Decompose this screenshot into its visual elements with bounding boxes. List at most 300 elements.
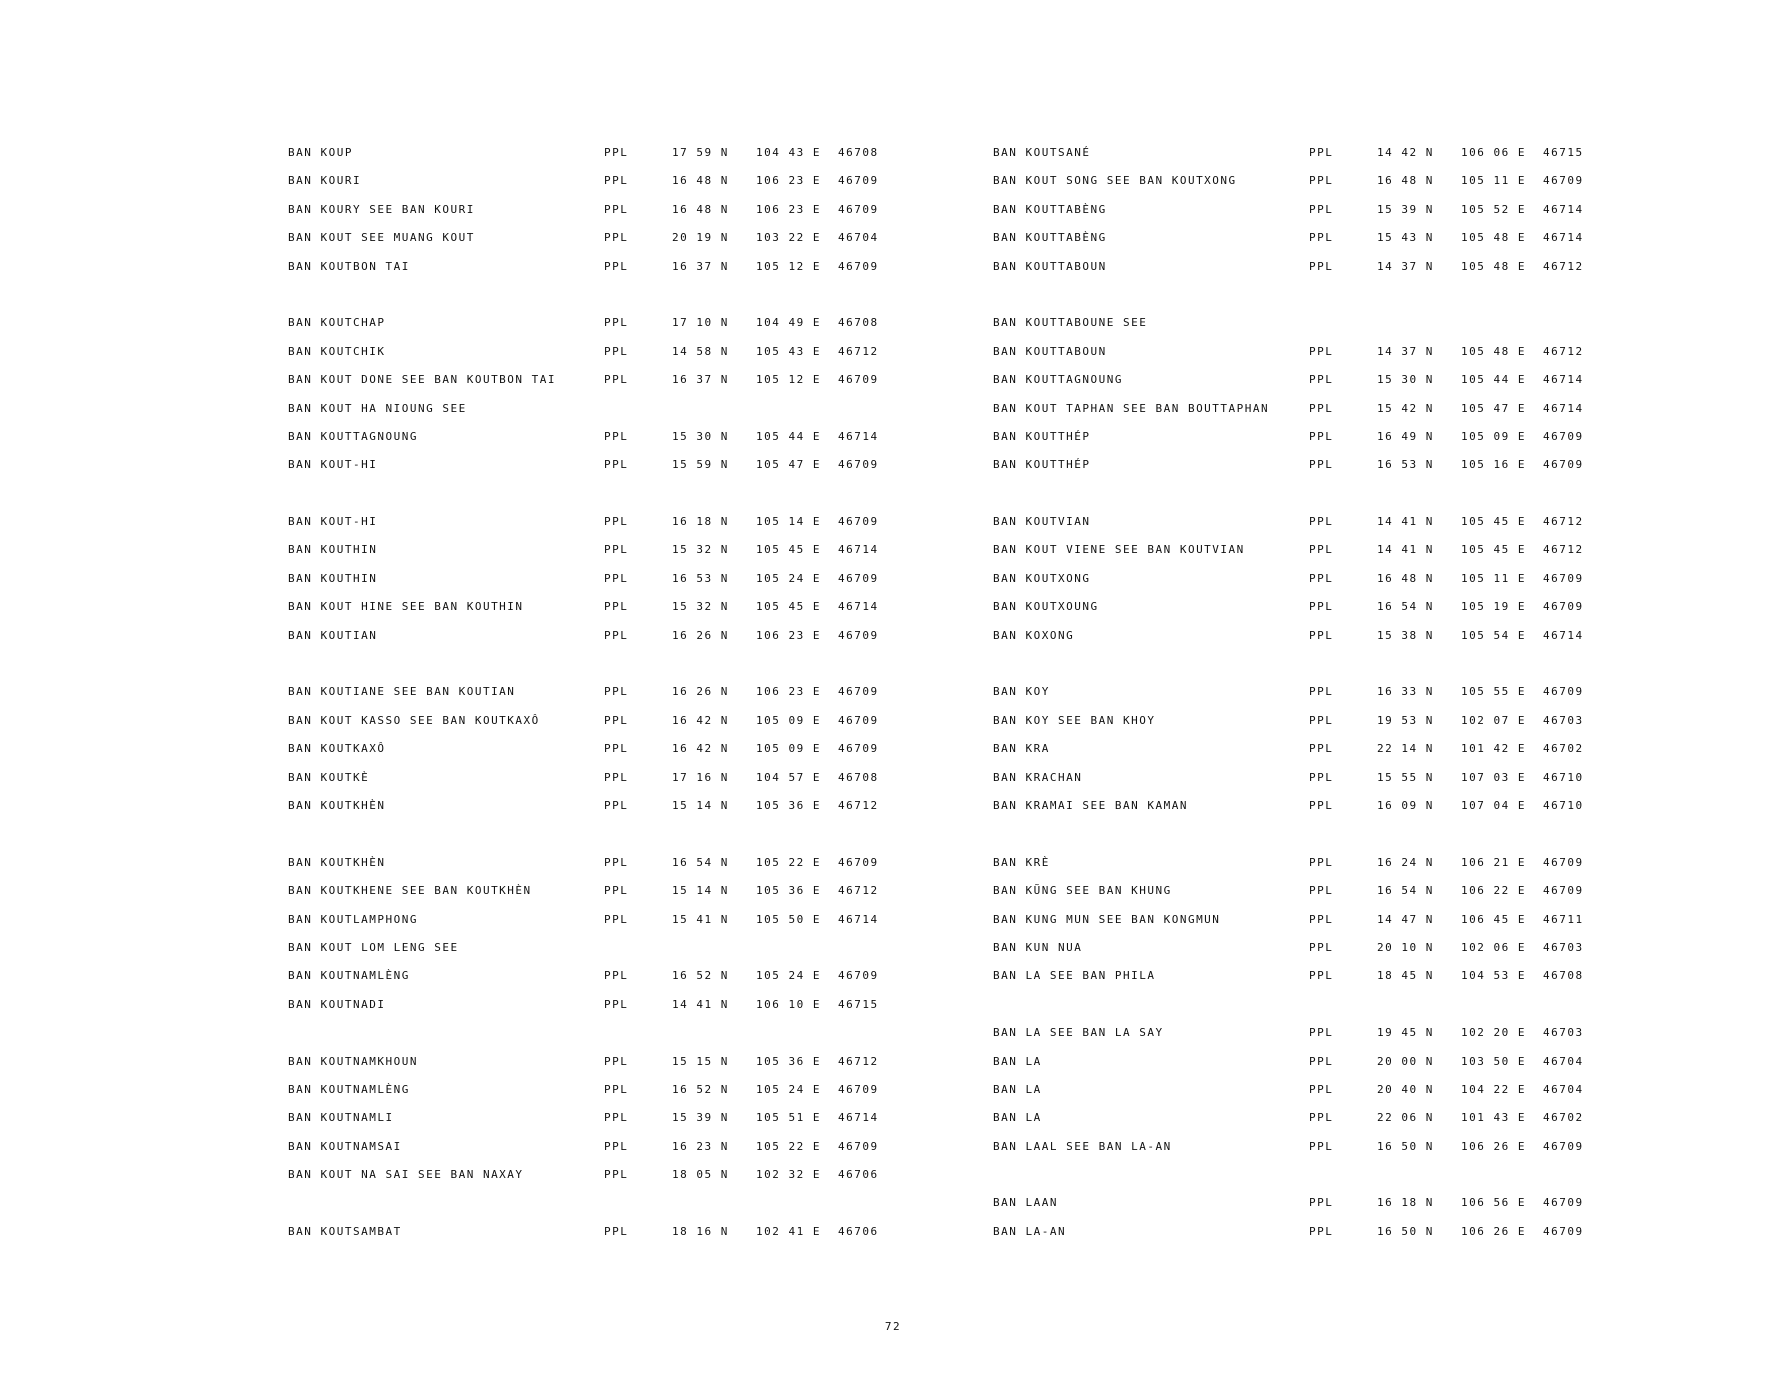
longitude: 106 23 E [756, 685, 821, 699]
place-name: BAN KOUTCHAP [288, 316, 386, 330]
feature-type: PPL [1309, 1224, 1334, 1238]
gazetteer-entry [288, 140, 928, 168]
latitude: 15 30 N [672, 429, 729, 443]
map-sheet: 46711 [1543, 912, 1584, 926]
place-name: BAN KUN NUA [993, 940, 1083, 954]
map-sheet: 46706 [838, 1168, 879, 1182]
feature-type: PPL [1309, 600, 1334, 614]
gazetteer-entry [993, 679, 1633, 707]
longitude: 102 20 E [1461, 1026, 1526, 1040]
map-sheet: 46709 [1543, 855, 1584, 869]
place-name: BAN LA [993, 1111, 1042, 1125]
place-name: BAN KOUT SEE MUANG KOUT [288, 231, 475, 245]
feature-type: PPL [604, 231, 629, 245]
longitude: 105 09 E [756, 742, 821, 756]
place-name: BAN KOUTVIAN [993, 515, 1091, 529]
map-sheet: 46709 [1543, 1196, 1584, 1210]
gazetteer-entry [288, 1049, 928, 1077]
place-name: BAN KOUT HA NIOUNG SEE [288, 401, 467, 415]
page-number: 72 [884, 1320, 902, 1333]
map-sheet: 46709 [1543, 1139, 1584, 1153]
feature-type: PPL [604, 571, 629, 585]
gazetteer-entry [288, 1134, 928, 1162]
left-column [288, 140, 928, 1247]
feature-type: PPL [1309, 1082, 1334, 1096]
latitude: 15 30 N [1377, 373, 1434, 387]
latitude: 16 52 N [672, 969, 729, 983]
place-name: BAN KOUTNAMLÈNG [288, 969, 410, 983]
feature-type: PPL [604, 458, 629, 472]
longitude: 105 09 E [1461, 429, 1526, 443]
gazetteer-entry [288, 935, 928, 963]
latitude: 18 05 N [672, 1168, 729, 1182]
map-sheet: 46709 [838, 713, 879, 727]
feature-type: PPL [1309, 202, 1334, 216]
latitude: 16 24 N [1377, 855, 1434, 869]
gazetteer-entry [288, 537, 928, 565]
feature-type: PPL [1309, 146, 1334, 159]
place-name: BAN KOUTBON TAI [288, 259, 410, 273]
map-sheet: 46709 [838, 373, 879, 387]
gazetteer-entry [288, 992, 928, 1020]
feature-type: PPL [604, 884, 629, 898]
place-name: BAN KOUTNAMLÈNG [288, 1082, 410, 1096]
gazetteer-entry [288, 254, 928, 282]
longitude: 105 55 E [1461, 685, 1526, 699]
group-spacer [288, 1020, 928, 1048]
right-column [993, 140, 1633, 1247]
longitude: 105 36 E [756, 798, 821, 812]
place-name: BAN KOUTKHÈN [288, 798, 386, 812]
latitude: 15 14 N [672, 798, 729, 812]
gazetteer-entry [288, 594, 928, 622]
longitude: 106 23 E [756, 628, 821, 642]
feature-type: PPL [604, 515, 629, 529]
feature-type: PPL [1309, 174, 1334, 188]
place-name: BAN KOURY SEE BAN KOURI [288, 202, 475, 216]
map-sheet: 46709 [838, 855, 879, 869]
feature-type: PPL [1309, 1196, 1334, 1210]
place-name: BAN KOUTNAMSAI [288, 1139, 402, 1153]
map-sheet: 46709 [838, 1139, 879, 1153]
feature-type: PPL [604, 146, 629, 159]
gazetteer-entry [993, 452, 1633, 480]
gazetteer-entry [288, 1162, 928, 1190]
latitude: 14 41 N [1377, 515, 1434, 529]
longitude: 105 50 E [756, 912, 821, 926]
map-sheet: 46714 [1543, 202, 1584, 216]
map-sheet: 46712 [838, 798, 879, 812]
feature-type: PPL [1309, 940, 1334, 954]
group-spacer [993, 821, 1633, 849]
gazetteer-entry [993, 963, 1633, 991]
longitude: 105 11 E [1461, 571, 1526, 585]
longitude: 105 12 E [756, 373, 821, 387]
map-sheet: 46704 [838, 231, 879, 245]
latitude: 16 53 N [1377, 458, 1434, 472]
feature-type: PPL [604, 855, 629, 869]
feature-type: PPL [604, 997, 629, 1011]
group-spacer [288, 1190, 928, 1218]
longitude: 106 26 E [1461, 1139, 1526, 1153]
latitude: 16 54 N [672, 855, 729, 869]
feature-type: PPL [1309, 543, 1334, 557]
latitude: 20 19 N [672, 231, 729, 245]
longitude: 105 11 E [1461, 174, 1526, 188]
group-spacer [993, 992, 1633, 1020]
feature-type: PPL [1309, 429, 1334, 443]
map-sheet: 46702 [1543, 742, 1584, 756]
gazetteer-entry [288, 566, 928, 594]
place-name: BAN KUNG MUN SEE BAN KONGMUN [993, 912, 1221, 926]
longitude: 106 45 E [1461, 912, 1526, 926]
longitude: 105 44 E [1461, 373, 1526, 387]
latitude: 17 10 N [672, 316, 729, 330]
place-name: BAN KRAMAI SEE BAN KAMAN [993, 798, 1188, 812]
feature-type: PPL [1309, 373, 1334, 387]
latitude: 15 38 N [1377, 628, 1434, 642]
feature-type: PPL [1309, 742, 1334, 756]
feature-type: PPL [1309, 259, 1334, 273]
longitude: 104 53 E [1461, 969, 1526, 983]
latitude: 16 18 N [672, 515, 729, 529]
feature-type: PPL [604, 1054, 629, 1068]
map-sheet: 46710 [1543, 798, 1584, 812]
feature-type: PPL [1309, 685, 1334, 699]
place-name: BAN KOUT LOM LENG SEE [288, 940, 459, 954]
feature-type: PPL [604, 685, 629, 699]
longitude: 107 04 E [1461, 798, 1526, 812]
place-name: BAN KOUTTABOUN [993, 344, 1107, 358]
place-name: BAN KOUTIANE SEE BAN KOUTIAN [288, 685, 516, 699]
gazetteer-entry [993, 1134, 1633, 1162]
map-sheet: 46715 [1543, 146, 1584, 159]
map-sheet: 46709 [838, 1082, 879, 1096]
gazetteer-entry [288, 623, 928, 651]
latitude: 14 37 N [1377, 344, 1434, 358]
latitude: 16 53 N [672, 571, 729, 585]
gazetteer-entry [993, 1190, 1633, 1218]
map-sheet: 46709 [1543, 1224, 1584, 1238]
map-sheet: 46714 [1543, 231, 1584, 245]
gazetteer-entry [993, 765, 1633, 793]
longitude: 105 45 E [756, 543, 821, 557]
feature-type: PPL [604, 713, 629, 727]
place-name: BAN KOUTXONG [993, 571, 1091, 585]
place-name: BAN KOUT-HI [288, 515, 378, 529]
place-name: BAN KOURI [288, 174, 362, 188]
place-name: BAN LA SEE BAN LA SAY [993, 1026, 1164, 1040]
longitude: 105 48 E [1461, 259, 1526, 273]
feature-type: PPL [604, 174, 629, 188]
place-name: BAN KOXONG [993, 628, 1075, 642]
feature-type: PPL [604, 912, 629, 926]
place-name: BAN KOUP [288, 146, 353, 159]
feature-type: PPL [604, 344, 629, 358]
latitude: 15 55 N [1377, 770, 1434, 784]
longitude: 105 12 E [756, 259, 821, 273]
longitude: 105 22 E [756, 1139, 821, 1153]
latitude: 15 43 N [1377, 231, 1434, 245]
longitude: 105 45 E [756, 600, 821, 614]
gazetteer-entry [993, 708, 1633, 736]
longitude: 105 51 E [756, 1111, 821, 1125]
place-name: BAN KOUTNADI [288, 997, 386, 1011]
latitude: 15 59 N [672, 458, 729, 472]
map-sheet: 46704 [1543, 1054, 1584, 1068]
place-name: BAN KOUT KASSO SEE BAN KOUTKAXÔ [288, 713, 540, 727]
gazetteer-entry [288, 1105, 928, 1133]
feature-type: PPL [1309, 798, 1334, 812]
map-sheet: 46714 [1543, 373, 1584, 387]
longitude: 105 47 E [1461, 401, 1526, 415]
longitude: 101 43 E [1461, 1111, 1526, 1125]
map-sheet: 46714 [838, 600, 879, 614]
latitude: 16 54 N [1377, 884, 1434, 898]
place-name: BAN LA [993, 1054, 1042, 1068]
place-name: BAN KOUTNAMKHOUN [288, 1054, 418, 1068]
map-sheet: 46712 [838, 884, 879, 898]
gazetteer-entry [288, 850, 928, 878]
feature-type: PPL [1309, 912, 1334, 926]
place-name: BAN KOY [993, 685, 1050, 699]
place-name: BAN KOUT-HI [288, 458, 378, 472]
map-sheet: 46708 [838, 146, 879, 159]
gazetteer-entry [993, 367, 1633, 395]
gazetteer-entry [288, 1219, 928, 1247]
map-sheet: 46712 [838, 1054, 879, 1068]
gazetteer-entry [993, 225, 1633, 253]
map-sheet: 46714 [838, 1111, 879, 1125]
group-spacer [993, 1162, 1633, 1190]
latitude: 15 39 N [672, 1111, 729, 1125]
longitude: 104 57 E [756, 770, 821, 784]
place-name: BAN LA-AN [993, 1224, 1067, 1238]
longitude: 102 06 E [1461, 940, 1526, 954]
longitude: 105 09 E [756, 713, 821, 727]
gazetteer-entry [993, 254, 1633, 282]
map-sheet: 46712 [1543, 515, 1584, 529]
latitude: 15 32 N [672, 543, 729, 557]
longitude: 105 24 E [756, 571, 821, 585]
longitude: 102 41 E [756, 1224, 821, 1238]
gazetteer-entry [288, 679, 928, 707]
gazetteer-entry [288, 736, 928, 764]
place-name: BAN KOUTTHÉP [993, 458, 1091, 472]
place-name: BAN KOUTTABOUN [993, 259, 1107, 273]
latitude: 18 16 N [672, 1224, 729, 1238]
longitude: 106 22 E [1461, 884, 1526, 898]
latitude: 16 33 N [1377, 685, 1434, 699]
place-name: BAN KOUTTHÉP [993, 429, 1091, 443]
longitude: 105 44 E [756, 429, 821, 443]
map-sheet: 46709 [1543, 571, 1584, 585]
feature-type: PPL [604, 373, 629, 387]
longitude: 103 50 E [1461, 1054, 1526, 1068]
place-name: BAN KRACHAN [993, 770, 1083, 784]
feature-type: PPL [604, 600, 629, 614]
latitude: 22 06 N [1377, 1111, 1434, 1125]
feature-type: PPL [604, 798, 629, 812]
map-sheet: 46714 [1543, 628, 1584, 642]
longitude: 105 47 E [756, 458, 821, 472]
longitude: 103 22 E [756, 231, 821, 245]
latitude: 14 41 N [1377, 543, 1434, 557]
latitude: 20 00 N [1377, 1054, 1434, 1068]
gazetteer-entry [288, 878, 928, 906]
map-sheet: 46709 [1543, 458, 1584, 472]
latitude: 16 23 N [672, 1139, 729, 1153]
longitude: 102 32 E [756, 1168, 821, 1182]
place-name: BAN KOUT DONE SEE BAN KOUTBON TAI [288, 373, 557, 387]
map-sheet: 46702 [1543, 1111, 1584, 1125]
latitude: 16 18 N [1377, 1196, 1434, 1210]
place-name: BAN KRA [993, 742, 1050, 756]
place-name: BAN KOUT HINE SEE BAN KOUTHIN [288, 600, 524, 614]
gazetteer-entry [288, 907, 928, 935]
place-name: BAN KOUTLAMPHONG [288, 912, 418, 926]
place-name: BAN KOUTSANÉ [993, 146, 1091, 159]
gazetteer-entry [288, 963, 928, 991]
place-name: BAN KOUTXOUNG [993, 600, 1099, 614]
gazetteer-entry [288, 396, 928, 424]
longitude: 105 14 E [756, 515, 821, 529]
gazetteer-entry [288, 765, 928, 793]
map-sheet: 46709 [1543, 884, 1584, 898]
map-sheet: 46709 [838, 259, 879, 273]
latitude: 16 09 N [1377, 798, 1434, 812]
feature-type: PPL [604, 429, 629, 443]
place-name: BAN KOUTHIN [288, 543, 378, 557]
feature-type: PPL [1309, 969, 1334, 983]
map-sheet: 46712 [1543, 543, 1584, 557]
place-name: BAN LAAN [993, 1196, 1058, 1210]
feature-type: PPL [1309, 458, 1334, 472]
gazetteer-entry [993, 537, 1633, 565]
gazetteer-entry [993, 793, 1633, 821]
latitude: 16 26 N [672, 628, 729, 642]
place-name: BAN KOUTHIN [288, 571, 378, 585]
group-spacer [288, 481, 928, 509]
latitude: 14 37 N [1377, 259, 1434, 273]
feature-type: PPL [1309, 231, 1334, 245]
latitude: 16 42 N [672, 742, 729, 756]
map-sheet: 46712 [838, 344, 879, 358]
longitude: 106 23 E [756, 174, 821, 188]
place-name: BAN KOUTCHIK [288, 344, 386, 358]
latitude: 16 49 N [1377, 429, 1434, 443]
map-sheet: 46706 [838, 1224, 879, 1238]
feature-type: PPL [604, 1139, 629, 1153]
gazetteer-entry [993, 509, 1633, 537]
group-spacer [993, 282, 1633, 310]
latitude: 22 14 N [1377, 742, 1434, 756]
gazetteer-entry [288, 168, 928, 196]
map-sheet: 46709 [838, 571, 879, 585]
longitude: 105 36 E [756, 884, 821, 898]
feature-type: PPL [604, 969, 629, 983]
feature-type: PPL [604, 1082, 629, 1096]
latitude: 17 59 N [672, 146, 729, 159]
gazetteer-entry [993, 878, 1633, 906]
longitude: 105 22 E [756, 855, 821, 869]
latitude: 16 48 N [672, 174, 729, 188]
map-sheet: 46709 [838, 628, 879, 642]
feature-type: PPL [1309, 1054, 1334, 1068]
place-name: BAN KOUTTABÈNG [993, 202, 1107, 216]
gazetteer-entry [993, 1049, 1633, 1077]
longitude: 106 21 E [1461, 855, 1526, 869]
gazetteer-entry [993, 1077, 1633, 1105]
place-name: BAN KOUTKHENE SEE BAN KOUTKHÈN [288, 884, 532, 898]
longitude: 105 24 E [756, 969, 821, 983]
longitude: 105 45 E [1461, 515, 1526, 529]
place-name: BAN KOUTTABOUNE SEE [993, 316, 1148, 330]
latitude: 14 41 N [672, 997, 729, 1011]
place-name: BAN KŨNG SEE BAN KHUNG [993, 884, 1172, 898]
gazetteer-entry [993, 736, 1633, 764]
group-spacer [993, 651, 1633, 679]
latitude: 18 45 N [1377, 969, 1434, 983]
gazetteer-entry [993, 566, 1633, 594]
feature-type: PPL [604, 1168, 629, 1182]
place-name: BAN KOUT NA SAI SEE BAN NAXAY [288, 1168, 524, 1182]
gazetteer-entry [993, 197, 1633, 225]
latitude: 20 10 N [1377, 940, 1434, 954]
gazetteer-entry [993, 310, 1633, 338]
group-spacer [288, 821, 928, 849]
latitude: 16 48 N [1377, 174, 1434, 188]
latitude: 15 39 N [1377, 202, 1434, 216]
longitude: 106 10 E [756, 997, 821, 1011]
map-sheet: 46709 [838, 742, 879, 756]
map-sheet: 46703 [1543, 713, 1584, 727]
gazetteer-entry [288, 1077, 928, 1105]
place-name: BAN KOUTTAGNOUNG [288, 429, 418, 443]
map-sheet: 46712 [1543, 259, 1584, 273]
latitude: 19 45 N [1377, 1026, 1434, 1040]
gazetteer-entry [993, 140, 1633, 168]
place-name: BAN KOUTSAMBAT [288, 1224, 402, 1238]
latitude: 16 48 N [1377, 571, 1434, 585]
latitude: 14 58 N [672, 344, 729, 358]
place-name: BAN KOUTIAN [288, 628, 378, 642]
map-sheet: 46709 [1543, 600, 1584, 614]
map-sheet: 46709 [838, 202, 879, 216]
gazetteer-entry [288, 197, 928, 225]
latitude: 16 50 N [1377, 1224, 1434, 1238]
gazetteer-entry [993, 168, 1633, 196]
place-name: BAN KOUTNAMLI [288, 1111, 394, 1125]
longitude: 105 52 E [1461, 202, 1526, 216]
feature-type: PPL [604, 202, 629, 216]
feature-type: PPL [604, 770, 629, 784]
longitude: 105 48 E [1461, 344, 1526, 358]
gazetteer-entry [288, 367, 928, 395]
place-name: BAN KRÈ [993, 855, 1050, 869]
latitude: 16 42 N [672, 713, 729, 727]
map-sheet: 46708 [838, 316, 879, 330]
latitude: 16 54 N [1377, 600, 1434, 614]
longitude: 106 23 E [756, 202, 821, 216]
place-name: BAN KOUTKHÈN [288, 855, 386, 869]
map-sheet: 46709 [838, 174, 879, 188]
longitude: 104 49 E [756, 316, 821, 330]
map-sheet: 46709 [838, 969, 879, 983]
gazetteer-entry [288, 225, 928, 253]
map-sheet: 46712 [1543, 344, 1584, 358]
map-sheet: 46708 [1543, 969, 1584, 983]
